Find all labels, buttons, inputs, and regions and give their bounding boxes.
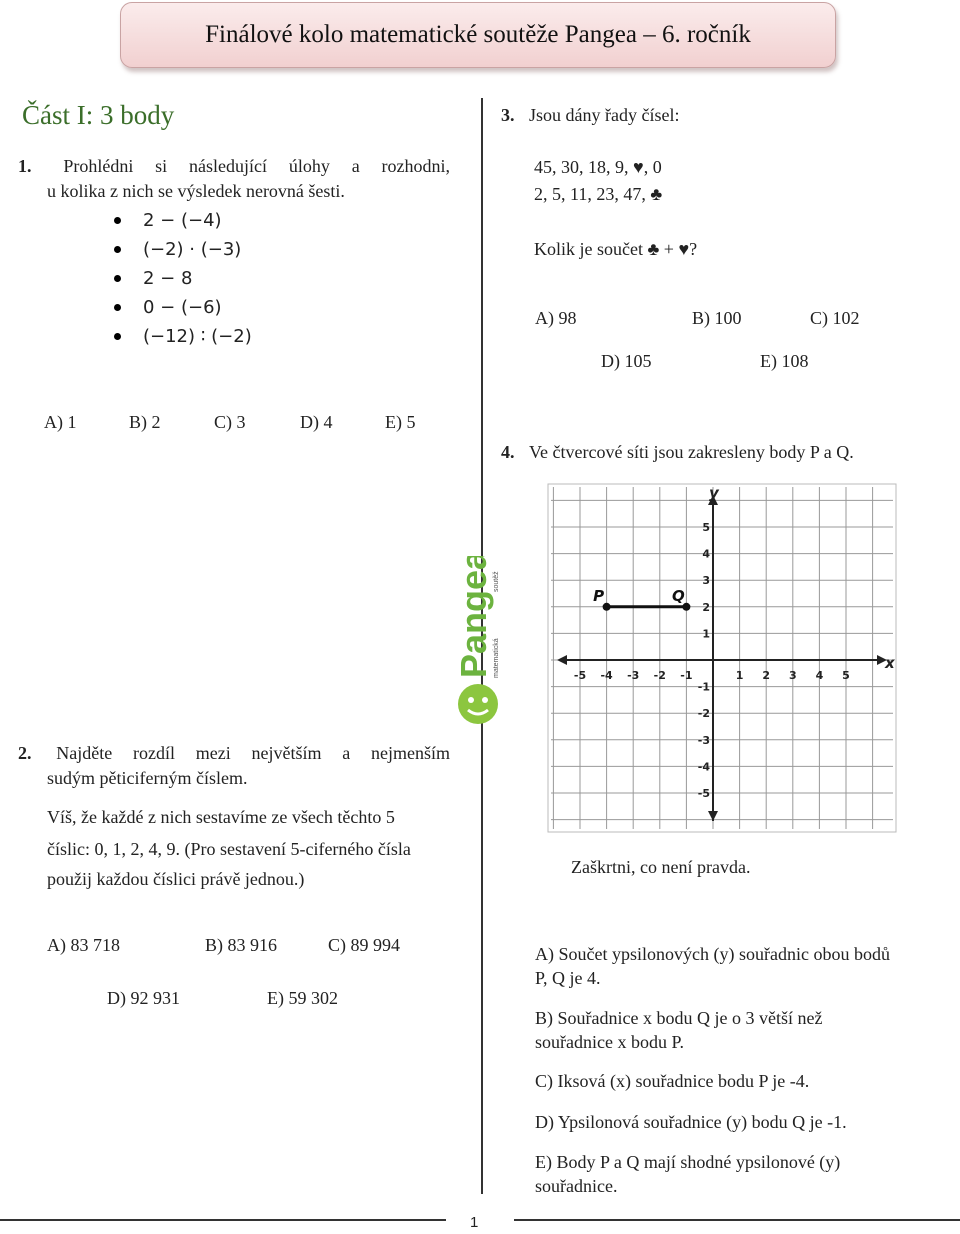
question-number: 4. [501,442,515,462]
question-2 [18,741,450,893]
list-item: 2 − 8 [114,264,252,293]
answer-option-c[interactable]: C) 3 [214,412,246,432]
y-tick-label: -3 [697,733,710,747]
answer-option-b[interactable]: B) Souřadnice x bodu Q je o 3 větší než souřadnice x bodu P. [535,1008,823,1052]
y-tick-label: 4 [702,547,710,561]
answer-option-d[interactable]: D) 92 931 [107,988,180,1008]
question-number: 3. [501,105,515,125]
x-tick-label: -3 [627,669,640,682]
answer-option-b[interactable]: B) 83 916 [205,935,277,955]
question-text: Najděte rozdíl mezi největším a nejmenším [56,743,450,763]
logo-subtext: soutěž [493,571,500,592]
x-tick-label: 3 [788,669,797,682]
answer-option-c[interactable]: C) Iksová (x) souřadnice bodu P je -4. [535,1071,810,1091]
y-tick-label: -4 [697,760,710,774]
question-text: Jsou dány řady čísel: [529,105,680,125]
list-item: 0 − (−6) [114,293,252,322]
coordinate-grid-chart [547,483,897,833]
x-tick-label: -5 [573,669,587,682]
y-tick-label: -5 [697,787,710,800]
answer-option-e[interactable]: E) 5 [385,412,416,432]
question-1 [18,154,450,204]
question-text: sudým pěticiferným číslem. [47,768,248,788]
answer-option-e[interactable]: E) Body P a Q mají shodné ypsilonové (y) souřadnice. [535,1152,841,1196]
answer-option-c[interactable]: C) 89 994 [328,935,400,955]
question-text: Ve čtvercové síti jsou zakresleny body P a Q. [529,442,854,462]
answer-option-d[interactable]: D) Ypsilonová souřadnice (y) bodu Q je -1. [535,1112,847,1132]
x-tick-label: 1 [735,669,744,682]
footer-line [0,1219,446,1221]
answer-option-a[interactable]: A) 98 [535,308,577,328]
answer-option-d[interactable]: D) 105 [601,351,652,371]
y-axis-label: y [709,484,719,502]
question-number: 1. [18,156,32,176]
answer-option-b[interactable]: B) 100 [692,308,742,328]
instruction-text: Zaškrtni, co není pravda. [571,857,751,877]
list-item: 2 − (−4) [114,206,252,235]
logo-subtext: matematická [493,638,500,678]
y-tick-label: 5 [702,521,710,534]
number-sequence-1: 45, 30, 18, 9, ♥, 0 [534,157,662,177]
list-item: (−12) ∶ (−2) [114,322,252,351]
x-tick-label: 4 [815,669,824,682]
y-tick-label: 1 [702,627,710,641]
pangea-logo [454,556,502,728]
x-tick-label: 5 [842,669,850,682]
question-text: Prohlédni si následující úlohy a rozhodni, [63,156,451,176]
page-number: 1 [470,1214,479,1231]
answer-option-b[interactable]: B) 2 [129,412,161,432]
question-text: Kolik je součet ♣ + ♥? [534,239,698,259]
chart-border [548,484,896,832]
x-tick-label: 2 [762,669,771,682]
x-tick-label: -2 [653,669,666,682]
x-axis-label: x [885,654,895,672]
answer-option-c[interactable]: C) 102 [810,308,860,328]
question-3 [501,103,679,128]
answer-option-a[interactable]: A) 1 [44,412,77,432]
question-text: číslic: 0, 1, 2, 4, 9. (Pro sestavení 5-ciferného čísla [47,839,411,859]
question-text: Víš, že každé z nich sestavíme ze všech těchto 5 [47,807,395,827]
question-text: použij každou číslici právě jednou.) [47,869,305,889]
question-number: 2. [18,743,32,763]
answer-option-a[interactable]: A) 83 718 [47,935,120,955]
footer-line [514,1219,960,1221]
x-tick-label: -4 [600,669,613,682]
point-label-p: P [593,586,605,605]
question-text: u kolika z nich se výsledek nerovná šesti. [47,181,345,201]
y-tick-label: 2 [702,600,710,614]
answer-option-e[interactable]: E) 108 [760,351,809,371]
y-tick-label: -1 [697,680,710,694]
x-tick-label: -1 [680,669,693,682]
logo-text: Pangea [454,556,494,678]
expression-list [114,206,252,351]
y-tick-label: -2 [697,707,710,721]
page-title: Finálové kolo matematické soutěže Pangea – 6. ročník [205,21,751,48]
answer-option-d[interactable]: D) 4 [300,412,333,432]
number-sequence-2: 2, 5, 11, 23, 47, ♣ [534,184,663,204]
answer-option-a[interactable]: A) Součet ypsilonových (y) souřadnic obou bodů P, Q je 4. [535,944,890,988]
question-4 [501,440,854,465]
section-title: Část I: 3 body [22,100,175,130]
answer-option-e[interactable]: E) 59 302 [267,988,338,1008]
page-header-banner [120,2,836,68]
point-label-q: Q [672,586,685,605]
y-tick-label: 3 [702,574,710,588]
list-item: (−2) · (−3) [114,235,252,264]
